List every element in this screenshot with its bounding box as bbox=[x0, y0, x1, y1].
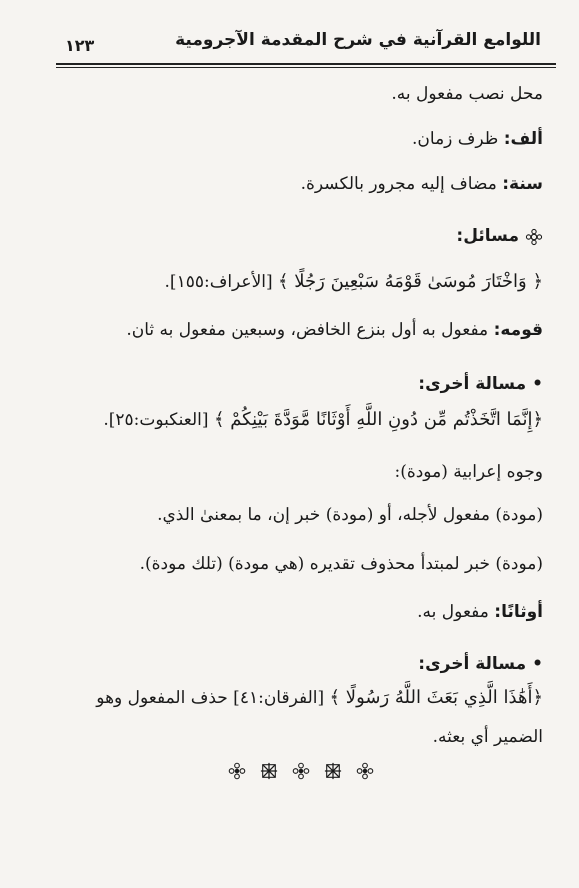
running-header-title: اللوامع القرآنية في شرح المقدمة الآجرومية bbox=[175, 30, 541, 50]
term-label: قومه: bbox=[493, 320, 543, 340]
bullet-icon: • bbox=[532, 374, 543, 394]
header-rule-thin bbox=[56, 67, 556, 68]
end-of-section-ornaments bbox=[228, 762, 374, 780]
line-text: مفعول به أول بنزع الخافض، وسبعين مفعول به ثان. bbox=[126, 320, 494, 340]
quran-verse-line-3 bbox=[96, 686, 543, 710]
quran-verse: ﴿إِنَّمَا اتَّخَذْتُم مِّن دُونِ اللَّهِ أَوْثَانًا مَّوَدَّةَ بَيْنِكُمْ ﴾ bbox=[213, 409, 543, 430]
bullet-icon: • bbox=[532, 654, 543, 674]
term-label: أوثانًا: bbox=[494, 602, 543, 622]
text-line-15 bbox=[433, 725, 543, 749]
flower-ornament-icon bbox=[525, 228, 543, 246]
subheading-1 bbox=[418, 372, 543, 396]
text-line-9 bbox=[394, 460, 543, 484]
text-line-2 bbox=[412, 127, 543, 151]
section-heading-masail bbox=[456, 224, 543, 248]
header-rule bbox=[56, 63, 556, 65]
line-text: (مودة) مفعول لأجله، أو (مودة) خبر إن، ما بمعنىٰ الذي. bbox=[157, 505, 543, 525]
line-text: ظرف زمان. bbox=[412, 129, 504, 149]
text-line-11 bbox=[140, 552, 543, 576]
section-heading-text: مسائل: bbox=[456, 226, 519, 246]
flower-ornament-icon bbox=[356, 762, 374, 780]
line-text: (مودة) خبر لمبتدأ محذوف تقديره (هي مودة) (تلك مودة). bbox=[139, 554, 543, 574]
subheading-text: مسالة أخرى: bbox=[418, 654, 527, 674]
star-ornament-icon bbox=[324, 762, 342, 780]
text-line-6 bbox=[126, 318, 543, 342]
star-ornament-icon bbox=[260, 762, 278, 780]
quran-verse: ﴿ وَاخْتَارَ مُوسَىٰ قَوْمَهُ سَبْعِينَ رَجُلًا ﴾ bbox=[278, 271, 543, 292]
text-line-12 bbox=[417, 600, 543, 624]
text-line-10 bbox=[157, 503, 543, 527]
verse-reference: [الأعراف:١٥٥]. bbox=[164, 272, 279, 292]
quran-verse-line-2 bbox=[103, 408, 543, 432]
line-text: الضمير أي بعثه. bbox=[432, 727, 543, 747]
line-text: [الفرقان:٤١] حذف المفعول وهو bbox=[96, 688, 330, 708]
flower-ornament-icon bbox=[292, 762, 310, 780]
subheading-text: مسالة أخرى: bbox=[418, 374, 527, 394]
term-label: سنة: bbox=[502, 174, 543, 194]
line-text: مفعول به. bbox=[417, 602, 495, 622]
verse-reference: [العنكبوت:٢٥]. bbox=[103, 410, 214, 430]
subheading-2 bbox=[418, 652, 543, 676]
line-text: محل نصب مفعول به. bbox=[391, 84, 543, 104]
line-text: مضاف إليه مجرور بالكسرة. bbox=[300, 174, 503, 194]
text-line-1 bbox=[391, 82, 543, 106]
text-line-3 bbox=[301, 172, 543, 196]
line-text: وجوه إعرابية (مودة): bbox=[394, 462, 543, 482]
quran-verse: ﴿أَهَٰذَا الَّذِي بَعَثَ اللَّهُ رَسُولًا ﴾ bbox=[329, 687, 543, 708]
page-number: ١٢٣ bbox=[65, 36, 95, 55]
flower-ornament-icon bbox=[228, 762, 246, 780]
quran-verse-line-1 bbox=[165, 270, 543, 294]
term-label: ألف: bbox=[503, 129, 543, 149]
